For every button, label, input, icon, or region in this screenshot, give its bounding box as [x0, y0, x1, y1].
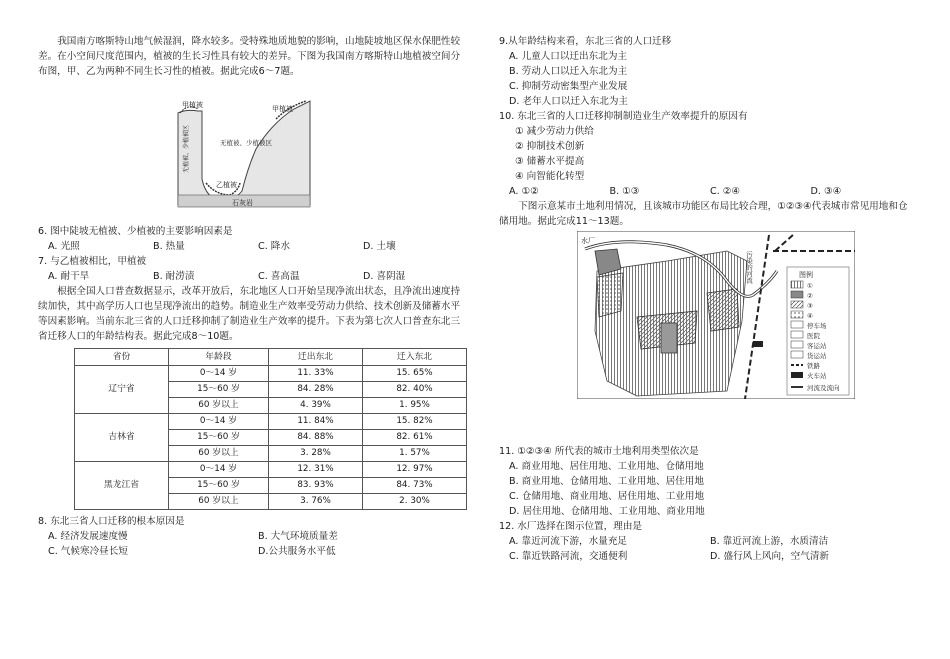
q9-option-a: A. 儿童人口以迁出东北为主 [509, 51, 628, 62]
table-row [75, 462, 467, 478]
q10-option-d: D. ③④ [810, 186, 842, 197]
q11-options [499, 459, 911, 519]
age-cell: 15～60 岁 [169, 478, 269, 494]
legend-title: 图例 [799, 271, 813, 279]
table-row [75, 414, 467, 430]
q10-option-c: C. ②④ [710, 186, 740, 197]
q12-option-a: A. 靠近河流下游，水量充足 [509, 536, 628, 547]
age-cell: 15～60 岁 [169, 382, 269, 398]
in-cell: 2. 30% [363, 494, 467, 510]
table-row [75, 366, 467, 382]
q8-option-c: C. 气候寒冷昼长短 [48, 546, 128, 557]
q6-options [38, 239, 468, 254]
legend-item-4: ④ [807, 312, 813, 320]
q12-options-row1 [499, 534, 911, 549]
q8-options-row1 [38, 529, 468, 544]
q6-option-d: D. 土壤 [363, 241, 396, 252]
q7-option-d: D. 喜阴湿 [363, 271, 406, 282]
in-cell: 15. 65% [363, 366, 467, 382]
q10-option-a: A. ①② [509, 186, 539, 197]
q11-option-c: C. 仓储用地、商业用地、居住用地、工业用地 [509, 491, 705, 502]
q9-options [499, 49, 911, 109]
legend-item-2: ② [807, 292, 813, 300]
intro-landuse: 下图示意某市土地利用情况，且该城市功能区布局比较合理，①②③④代表城市常见用地和仓储用地。据此完成11～13题。 [499, 201, 908, 227]
age-cell: 60 岁以上 [169, 494, 269, 510]
q7-stem: 7. 与乙植被相比，甲植被 [38, 256, 147, 267]
q12-option-d: D. 盛行风上风向，空气清新 [710, 551, 830, 562]
q11-option-d: D. 居住用地、仓储用地、工业用地、商业用地 [509, 506, 705, 517]
fig1-label-d: 石灰岩 [232, 199, 253, 207]
intro-karst: 我国南方喀斯特山地气候湿润，降水较多。受特殊地质地貌的影响，山地陡坡地区保水保肥性较差。在小空间尺度范围内，植被的生长习性具有较大的差异。下图为我国南方喀斯特山地植被空间分布图，甲、乙为两种不同生长习性的植被。据此完成6～7题。 [38, 36, 461, 77]
q10-item-3: ③ 储蓄水平提高 [515, 156, 585, 167]
q8-option-a: A. 经济发展速度慢 [48, 531, 128, 542]
q6-stem: 6. 图中陡坡无植被、少植被的主要影响因素是 [38, 226, 233, 237]
q9-stem: 9.从年龄结构来看，东北三省的人口迁移 [499, 36, 672, 47]
in-cell: 82. 40% [363, 382, 467, 398]
q12-option-c: C. 靠近铁路河流，交通便利 [509, 551, 628, 562]
table-header-province: 省份 [75, 349, 169, 366]
q7-option-b: B. 耐涝渍 [153, 271, 195, 282]
in-cell: 82. 61% [363, 430, 467, 446]
q10-item-4: ④ 向智能化转型 [515, 171, 585, 182]
legend-item-3: ③ [807, 302, 813, 310]
out-cell: 84. 28% [269, 382, 363, 398]
q10-item-2: ② 抑制技术创新 [515, 141, 585, 152]
table-header-in: 迁入东北 [363, 349, 467, 366]
q7-option-c: C. 喜高温 [258, 271, 300, 282]
intro-migration: 根据全国人口普查数据显示，改革开放后，东北地区人口开始呈现净流出状态，且净流出速度持续加快，其中高学历人口也呈现净流出的趋势。制造业生产效率受劳动力供给、技术创新及储蓄水平等因素影响。当前东北三省的人口迁移抑制了制造业生产效率的提升。下表为第七次人口普查东北三省迁移人口的年龄结构表。据此完成8～10题。 [38, 286, 461, 342]
legend-item-hospital: 医院 [807, 332, 820, 340]
q6-option-a: A. 光照 [48, 241, 80, 252]
fig1-label-f: 无植被、少植被区 [183, 124, 190, 173]
q9-option-c: C. 抑制劳动密集型产业发展 [509, 81, 628, 92]
province-name: 吉林省 [75, 414, 169, 462]
q6-option-c: C. 降水 [258, 241, 290, 252]
age-cell: 60 岁以上 [169, 398, 269, 414]
age-cell: 60 岁以上 [169, 446, 269, 462]
q8-options-row2 [38, 544, 468, 559]
fig2-legend [787, 267, 849, 395]
fig1-label-c: 乙植被 [216, 181, 237, 189]
q10-items [499, 124, 911, 184]
q8-option-b: B. 大气环境质量差 [258, 531, 338, 542]
q11-stem: 11. ①②③④ 所代表的城市土地利用类型依次是 [499, 446, 699, 457]
legend-item-parking: 停车场 [807, 322, 827, 330]
out-cell: 84. 88% [269, 430, 363, 446]
province-name: 黑龙江省 [75, 462, 169, 510]
out-cell: 12. 31% [269, 462, 363, 478]
out-cell: 11. 33% [269, 366, 363, 382]
in-cell: 15. 82% [363, 414, 467, 430]
fig1-label-a: 甲植被 [182, 101, 203, 109]
age-cell: 15～60 岁 [169, 430, 269, 446]
legend-item-station: 火车站 [807, 372, 827, 380]
out-cell: 3. 76% [269, 494, 363, 510]
left-column [38, 34, 468, 559]
q12-option-b: B. 靠近河流上游，水质清洁 [710, 536, 829, 547]
legend-item-1: ① [807, 282, 813, 290]
q12-options-row2 [499, 549, 911, 564]
out-cell: 3. 28% [269, 446, 363, 462]
in-cell: 1. 57% [363, 446, 467, 462]
q8-stem: 8. 东北三省人口迁移的根本原因是 [38, 516, 185, 527]
table-header-age: 年龄段 [169, 349, 269, 366]
age-cell: 0～14 岁 [169, 462, 269, 478]
legend-item-railway: 铁路 [807, 362, 820, 370]
fig2-water-plant: 水厂 [581, 237, 595, 245]
out-cell: 4. 39% [269, 398, 363, 414]
q8-option-d: D.公共服务水平低 [258, 546, 336, 557]
fig1-label-b: 无植被、少植被区 [220, 139, 272, 147]
out-cell: 83. 93% [269, 478, 363, 494]
in-cell: 1. 95% [363, 398, 467, 414]
q12-stem: 12. 水厂选择在图示位置，理由是 [499, 521, 643, 532]
q6-option-b: B. 热量 [153, 241, 185, 252]
q7-option-a: A. 耐干旱 [48, 271, 90, 282]
q10-option-b: B. ①③ [609, 186, 640, 197]
q11-option-a: A. 商业用地、居住用地、工业用地、仓储用地 [509, 461, 704, 472]
migration-age-table [74, 348, 467, 510]
q10-stem: 10. 东北三省的人口迁移抑制制造业生产效率提升的原因有 [499, 111, 748, 122]
in-cell: 12. 97% [363, 462, 467, 478]
in-cell: 84. 73% [363, 478, 467, 494]
karst-vegetation-figure [176, 83, 312, 211]
legend-item-river: 河流及流向 [807, 384, 840, 392]
province-name: 辽宁省 [75, 366, 169, 414]
q10-item-1: ① 减少劳动力供给 [515, 126, 594, 137]
table-header-row [75, 349, 467, 366]
right-column [499, 34, 911, 564]
fig1-label-e: 甲植被 [272, 105, 293, 113]
table-header-out: 迁出东北 [269, 349, 363, 366]
q7-options [38, 269, 468, 284]
out-cell: 11. 84% [269, 414, 363, 430]
city-landuse-map [577, 231, 855, 399]
legend-item-freight: 货运站 [807, 352, 827, 360]
legend-item-passenger: 客运站 [807, 342, 827, 350]
q9-option-d: D. 老年人口以迁入东北为主 [509, 96, 629, 107]
age-cell: 0～14 岁 [169, 414, 269, 430]
q9-option-b: B. 劳动人口以迁入东北为主 [509, 66, 628, 77]
fig2-river-label: 污染的河流 [745, 251, 753, 284]
age-cell: 0～14 岁 [169, 366, 269, 382]
q10-options [499, 184, 911, 199]
q11-option-b: B. 商业用地、仓储用地、工业用地、居住用地 [509, 476, 704, 487]
